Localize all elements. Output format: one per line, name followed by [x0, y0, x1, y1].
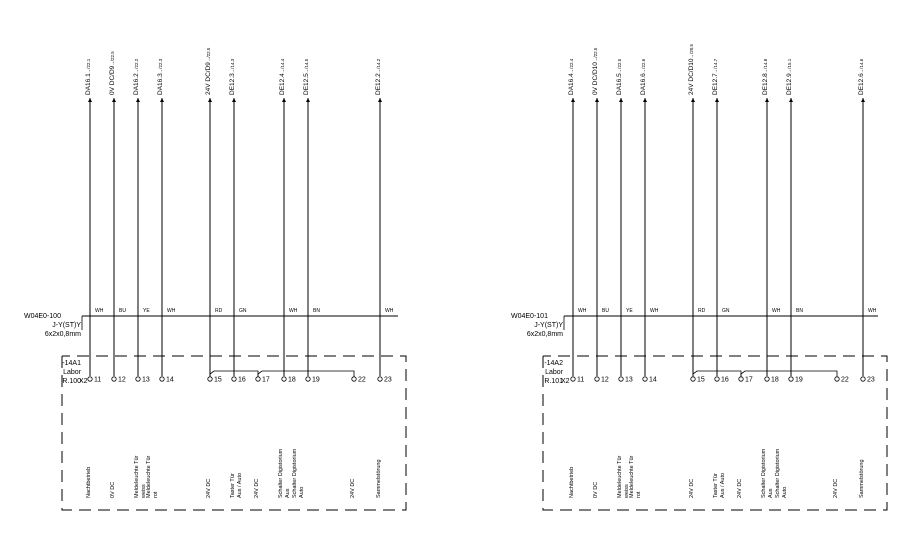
wire-arrow-icon: [595, 98, 599, 102]
wire-color-code: WH: [650, 308, 659, 314]
signal-name: DA16.5: [616, 73, 623, 95]
wire-arrow-icon: [619, 98, 623, 102]
wire-color-code: RD: [698, 308, 706, 314]
description-line: Taster Tür: [230, 473, 236, 498]
terminal-strip-label: X2: [561, 378, 570, 385]
terminal-circle: [352, 377, 356, 381]
signal-reference: →/22.5: [617, 58, 622, 74]
wire-arrow-icon: [691, 98, 695, 102]
terminal-number: 12: [118, 376, 126, 384]
terminal-number: 22: [358, 376, 366, 384]
panel-left: [24, 47, 406, 510]
terminal-circle: [232, 377, 236, 381]
signal-name: 0V DC/D10: [592, 62, 599, 95]
signal-name: DA16.6: [640, 73, 647, 95]
terminal-circle: [595, 377, 599, 381]
cable-type: J-Y(ST)Y: [534, 322, 563, 329]
description-line: Schalter Digistorium: [761, 448, 767, 498]
description-line: 24V DC: [350, 478, 356, 498]
wire-arrow-icon: [715, 98, 719, 102]
description-line: Meldeleuchte Tür: [134, 455, 140, 498]
signal-reference: →/14.6: [859, 58, 864, 74]
wire-arrow-icon: [643, 98, 647, 102]
wire-arrow-icon: [306, 98, 310, 102]
wire-color-code: GN: [239, 308, 247, 314]
terminal-description: [761, 448, 774, 498]
wire-color-code: BU: [119, 308, 126, 314]
cable-type: J-Y(ST)Y: [52, 322, 81, 329]
wire-signal-label: [85, 58, 92, 95]
terminal-description: [569, 467, 575, 498]
wire-color-code: BN: [313, 308, 320, 314]
signal-name: 0V DC/D9: [109, 65, 116, 95]
device-room: R.100: [62, 378, 81, 385]
description-line: Auto: [299, 486, 305, 498]
terminal-number: 18: [771, 376, 779, 384]
terminal-description: [206, 479, 212, 498]
wire-signal-label: [858, 58, 865, 95]
signal-reference: →/14.8: [763, 58, 768, 74]
terminal-description: [146, 455, 159, 498]
wire-color-code: WH: [578, 308, 587, 314]
description-line: Aus / Auto: [237, 472, 243, 498]
terminal-description: [859, 459, 865, 498]
wire-color-code: WH: [868, 308, 877, 314]
terminal-description: [713, 473, 726, 498]
signal-reference: →/22.2: [134, 58, 139, 74]
wire-signal-label: [109, 51, 116, 95]
description-line: rot: [636, 491, 642, 498]
description-line: 24V DC: [254, 478, 260, 498]
wire-signal-label: [279, 58, 286, 95]
wire-color-code: WH: [289, 308, 298, 314]
terminal-number: 14: [166, 376, 174, 384]
description-line: Taster Tür: [713, 473, 719, 498]
terminal-number: 14: [649, 376, 657, 384]
description-line: 24V DC: [206, 478, 212, 498]
signal-name: 24V DC/D9: [205, 62, 212, 95]
terminal-circle: [112, 377, 116, 381]
wire-signal-label: [786, 58, 793, 95]
wire-signal-label: [688, 43, 695, 95]
wire-arrow-icon: [571, 98, 575, 102]
panel-right: [511, 43, 887, 510]
terminal-description: [292, 448, 305, 498]
terminal-description: [278, 448, 291, 498]
wire-arrow-icon: [861, 98, 865, 102]
signal-name: DA16.2: [133, 73, 140, 95]
signal-reference: →/22.5: [593, 47, 598, 63]
terminal-circle: [378, 377, 382, 381]
terminal-circle: [691, 377, 695, 381]
description-line: Schalter Digistorium: [278, 448, 284, 498]
wire-arrow-icon: [765, 98, 769, 102]
terminal-description: [689, 479, 695, 498]
wire-signal-label: [205, 47, 212, 95]
terminal-circle: [136, 377, 140, 381]
terminal-number: 15: [697, 376, 705, 384]
wire-signal-label: [229, 58, 236, 95]
terminal-number: 13: [625, 376, 633, 384]
wire-signal-label: [568, 58, 575, 95]
signal-reference: →/22.6: [641, 58, 646, 74]
device-id: -14A2: [544, 360, 563, 367]
wire-signal-label: [303, 58, 310, 95]
signal-reference: →/22.4: [569, 58, 574, 74]
description-line: Nachtbetrieb: [86, 466, 92, 498]
terminal-description: [833, 479, 839, 498]
wire-signal-label: [157, 58, 164, 95]
terminal-circle: [256, 377, 260, 381]
terminal-circle: [715, 377, 719, 381]
wire-group: [85, 47, 394, 499]
terminal-number: 16: [721, 376, 729, 384]
wire-signal-label: [375, 58, 382, 95]
terminal-description: [775, 448, 788, 498]
signal-reference: →/15.1: [787, 58, 792, 74]
device-location: Labor: [545, 369, 563, 376]
description-line: Meldeleuchte Tür: [146, 455, 152, 498]
wire-color-code: RD: [215, 308, 223, 314]
wire-color-code: GN: [722, 308, 730, 314]
signal-reference: →/14.3: [230, 58, 235, 74]
terminal-description: [86, 467, 92, 498]
terminal-circle: [88, 377, 92, 381]
terminal-number: 22: [841, 376, 849, 384]
wire-signal-label: [592, 47, 599, 95]
terminal-strip-label: X2: [79, 378, 88, 385]
terminal-description: [350, 479, 356, 498]
terminal-circle: [208, 377, 212, 381]
signal-reference: →/14.4: [280, 58, 285, 74]
signal-reference: →/22.3: [158, 58, 163, 74]
terminal-circle: [619, 377, 623, 381]
description-line: 24V DC: [833, 478, 839, 498]
signal-name: DE12.2: [375, 73, 382, 95]
terminal-circle: [861, 377, 865, 381]
signal-reference: →/22.5: [206, 47, 211, 63]
description-line: Meldeleuchte Tür: [629, 455, 635, 498]
terminal-circle: [739, 377, 743, 381]
jumper-bridge: [741, 371, 837, 377]
terminal-circle: [306, 377, 310, 381]
description-line: 0V DC: [593, 481, 599, 498]
terminal-description: [737, 479, 743, 498]
wire-color-code: YE: [143, 308, 150, 314]
terminal-number: 17: [262, 376, 270, 384]
terminal-number: 11: [577, 376, 585, 384]
wire-arrow-icon: [160, 98, 164, 102]
wire-arrow-icon: [789, 98, 793, 102]
wire-signal-label: [762, 58, 769, 95]
terminal-number: 19: [795, 376, 803, 384]
wire-color-code: WH: [772, 308, 781, 314]
terminal-circle: [835, 377, 839, 381]
description-line: Schalter Digistorium: [292, 448, 298, 498]
signal-name: DA16.4: [568, 73, 575, 95]
signal-name: DE12.9: [786, 73, 793, 95]
wire-arrow-icon: [208, 98, 212, 102]
wire-color-code: WH: [385, 308, 394, 314]
cable-name: W04E0-100: [24, 313, 61, 320]
wire-color-code: YE: [626, 308, 633, 314]
description-line: Aus / Auto: [720, 472, 726, 498]
terminal-number: 17: [745, 376, 753, 384]
terminal-circle: [282, 377, 286, 381]
jumper-bridge: [258, 371, 354, 377]
signal-name: DE12.4: [279, 73, 286, 95]
description-line: Nachtbetrieb: [569, 466, 575, 498]
signal-reference: →/14.2: [376, 58, 381, 74]
terminal-number: 11: [94, 376, 102, 384]
wire-signal-label: [712, 58, 719, 95]
terminal-description: [110, 482, 116, 498]
terminal-number: 16: [238, 376, 246, 384]
terminal-circle: [643, 377, 647, 381]
description-line: rot: [153, 491, 159, 498]
device-location: Labor: [63, 369, 81, 376]
wire-color-code: BU: [602, 308, 609, 314]
terminal-description: [376, 459, 382, 498]
terminal-circle: [789, 377, 793, 381]
signal-reference: →/14.5: [304, 58, 309, 74]
terminal-number: 23: [384, 376, 392, 384]
terminal-circle: [160, 377, 164, 381]
description-line: Schalter Digistorium: [775, 448, 781, 498]
description-line: weiss: [141, 484, 147, 498]
description-line: Auto: [782, 486, 788, 498]
signal-reference: →/20.5: [689, 43, 694, 59]
description-line: Aus: [285, 488, 291, 498]
signal-name: DA16.3: [157, 73, 164, 95]
terminal-circle: [765, 377, 769, 381]
terminal-description: [593, 482, 599, 498]
cable-size: 6x2x0,8mm: [526, 331, 563, 338]
wire-arrow-icon: [232, 98, 236, 102]
description-line: 0V DC: [110, 481, 116, 498]
terminal-description: [629, 455, 642, 498]
wire-arrow-icon: [378, 98, 382, 102]
description-line: Meldeleuchte Tür: [617, 455, 623, 498]
terminal-description: [230, 473, 243, 498]
cable-size: 6x2x0,8mm: [44, 331, 81, 338]
terminal-description: [254, 479, 260, 498]
wire-color-code: WH: [95, 308, 104, 314]
signal-name: DE12.3: [229, 73, 236, 95]
terminal-circle: [571, 377, 575, 381]
description-line: weiss: [624, 484, 630, 498]
signal-name: DE12.7: [712, 73, 719, 95]
description-line: Aus: [768, 488, 774, 498]
terminal-number: 18: [288, 376, 296, 384]
signal-name: DA16.1: [85, 73, 92, 95]
description-line: 24V DC: [737, 478, 743, 498]
description-line: Sammelstörung: [376, 459, 382, 498]
terminal-number: 15: [214, 376, 222, 384]
cable-name: W04E0-101: [511, 313, 548, 320]
terminal-number: 23: [867, 376, 875, 384]
signal-reference: →/22.5: [110, 51, 115, 66]
signal-name: DE12.6: [858, 73, 865, 95]
signal-reference: →/22.1: [86, 58, 91, 74]
terminal-number: 19: [312, 376, 320, 384]
description-line: 24V DC: [689, 478, 695, 498]
terminal-number: 13: [142, 376, 150, 384]
description-line: Sammelstörung: [859, 459, 865, 498]
device-room: R.101: [544, 378, 563, 385]
wire-arrow-icon: [112, 98, 116, 102]
device-id: -14A1: [62, 360, 81, 367]
wire-color-code: WH: [167, 308, 176, 314]
wire-color-code: BN: [796, 308, 803, 314]
wire-arrow-icon: [136, 98, 140, 102]
wire-arrow-icon: [88, 98, 92, 102]
signal-reference: →/14.7: [713, 58, 718, 74]
wire-signal-label: [133, 58, 140, 95]
signal-name: DE12.8: [762, 73, 769, 95]
wire-arrow-icon: [282, 98, 286, 102]
signal-name: DE12.5: [303, 73, 310, 95]
wire-group: [568, 43, 877, 499]
signal-name: 24V DC/D10: [688, 58, 695, 95]
wire-signal-label: [640, 58, 647, 95]
wire-signal-label: [616, 58, 623, 95]
terminal-number: 12: [601, 376, 609, 384]
